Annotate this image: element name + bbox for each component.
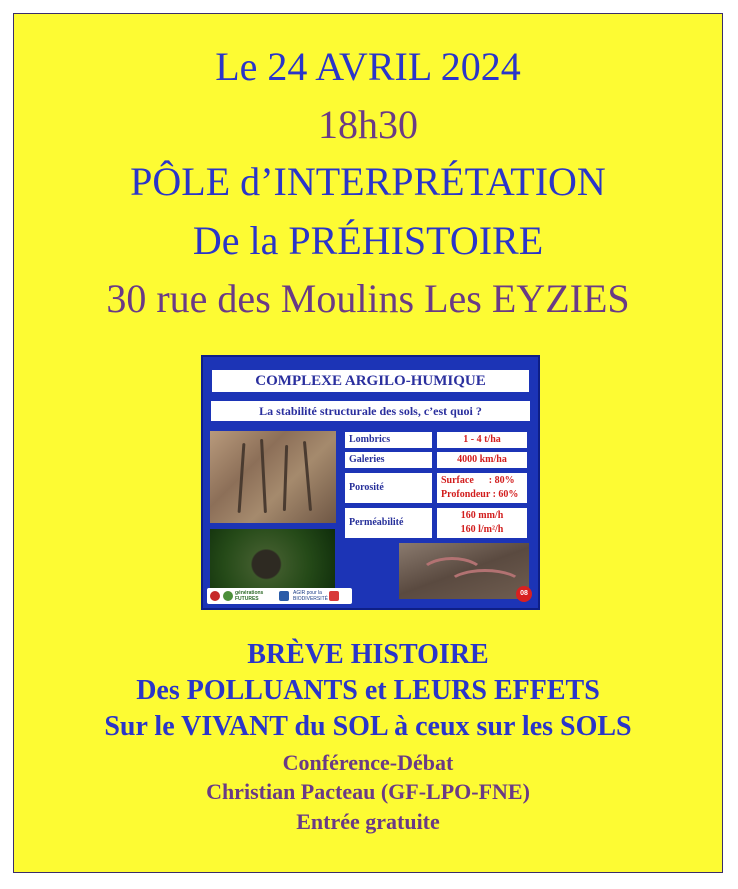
logo-agir-biodiversite: AGIR pour la BIODIVERSITÉ [293,590,329,602]
porosite-surface: Surface : 80% [441,475,515,486]
row-value-lombrics: 1 - 4 t/ha [437,432,527,448]
lpo-bird-icon [279,591,289,601]
row-label-lombrics: Lombrics [345,432,432,448]
partner-logo-red2-icon [329,591,339,601]
talk-title-line3: Sur le VIVANT du SOL à ceux sur les SOLS [104,711,632,742]
row-value-galeries: 4000 km/ha [437,452,527,468]
row-label-permeabilite: Perméabilité [345,508,432,538]
partner-logos [207,588,352,604]
soil-roots-photo [210,431,336,523]
venue-name-line1: PÔLE d’INTERPRÉTATION [130,159,606,204]
talk-title-line2: Des POLLUANTS et LEURS EFFETS [136,675,600,706]
porosite-profondeur: Profondeur : 60% [441,489,519,500]
worm-cast-photo [210,529,335,593]
row-value-porosite [437,473,527,503]
venue-name-line2: De la PRÉHISTOIRE [192,218,544,263]
permeabilite-litres: 160 l/m²/h [460,524,504,535]
event-date: Le 24 AVRIL 2024 [215,44,521,89]
admission-info: Entrée gratuite [296,809,440,834]
partner-logo-leaf-icon [223,591,233,601]
row-label-galeries: Galeries [345,452,432,468]
speaker-name: Christian Pacteau (GF-LPO-FNE) [206,779,530,804]
partner-logo-red-icon [210,591,220,601]
slide-title: COMPLEXE ARGILO-HUMIQUE [211,369,530,393]
row-label-porosite: Porosité [345,473,432,503]
event-type: Conférence-Débat [282,750,454,775]
slide-page-number: 08 [516,586,532,602]
permeabilite-mm: 160 mm/h [460,510,504,521]
event-poster [13,13,723,873]
venue-address: 30 rue des Moulins Les EYZIES [106,276,630,321]
talk-title-line1: BRÈVE HISTOIRE [247,639,489,670]
logo-generations-futures: générations FUTURES [235,590,264,602]
presentation-slide-image [201,355,540,610]
row-value-permeabilite [437,508,527,538]
earthworms-photo [399,543,529,599]
event-time: 18h30 [318,102,418,147]
slide-subtitle: La stabilité structurale des sols, c’est quoi ? [211,401,530,421]
